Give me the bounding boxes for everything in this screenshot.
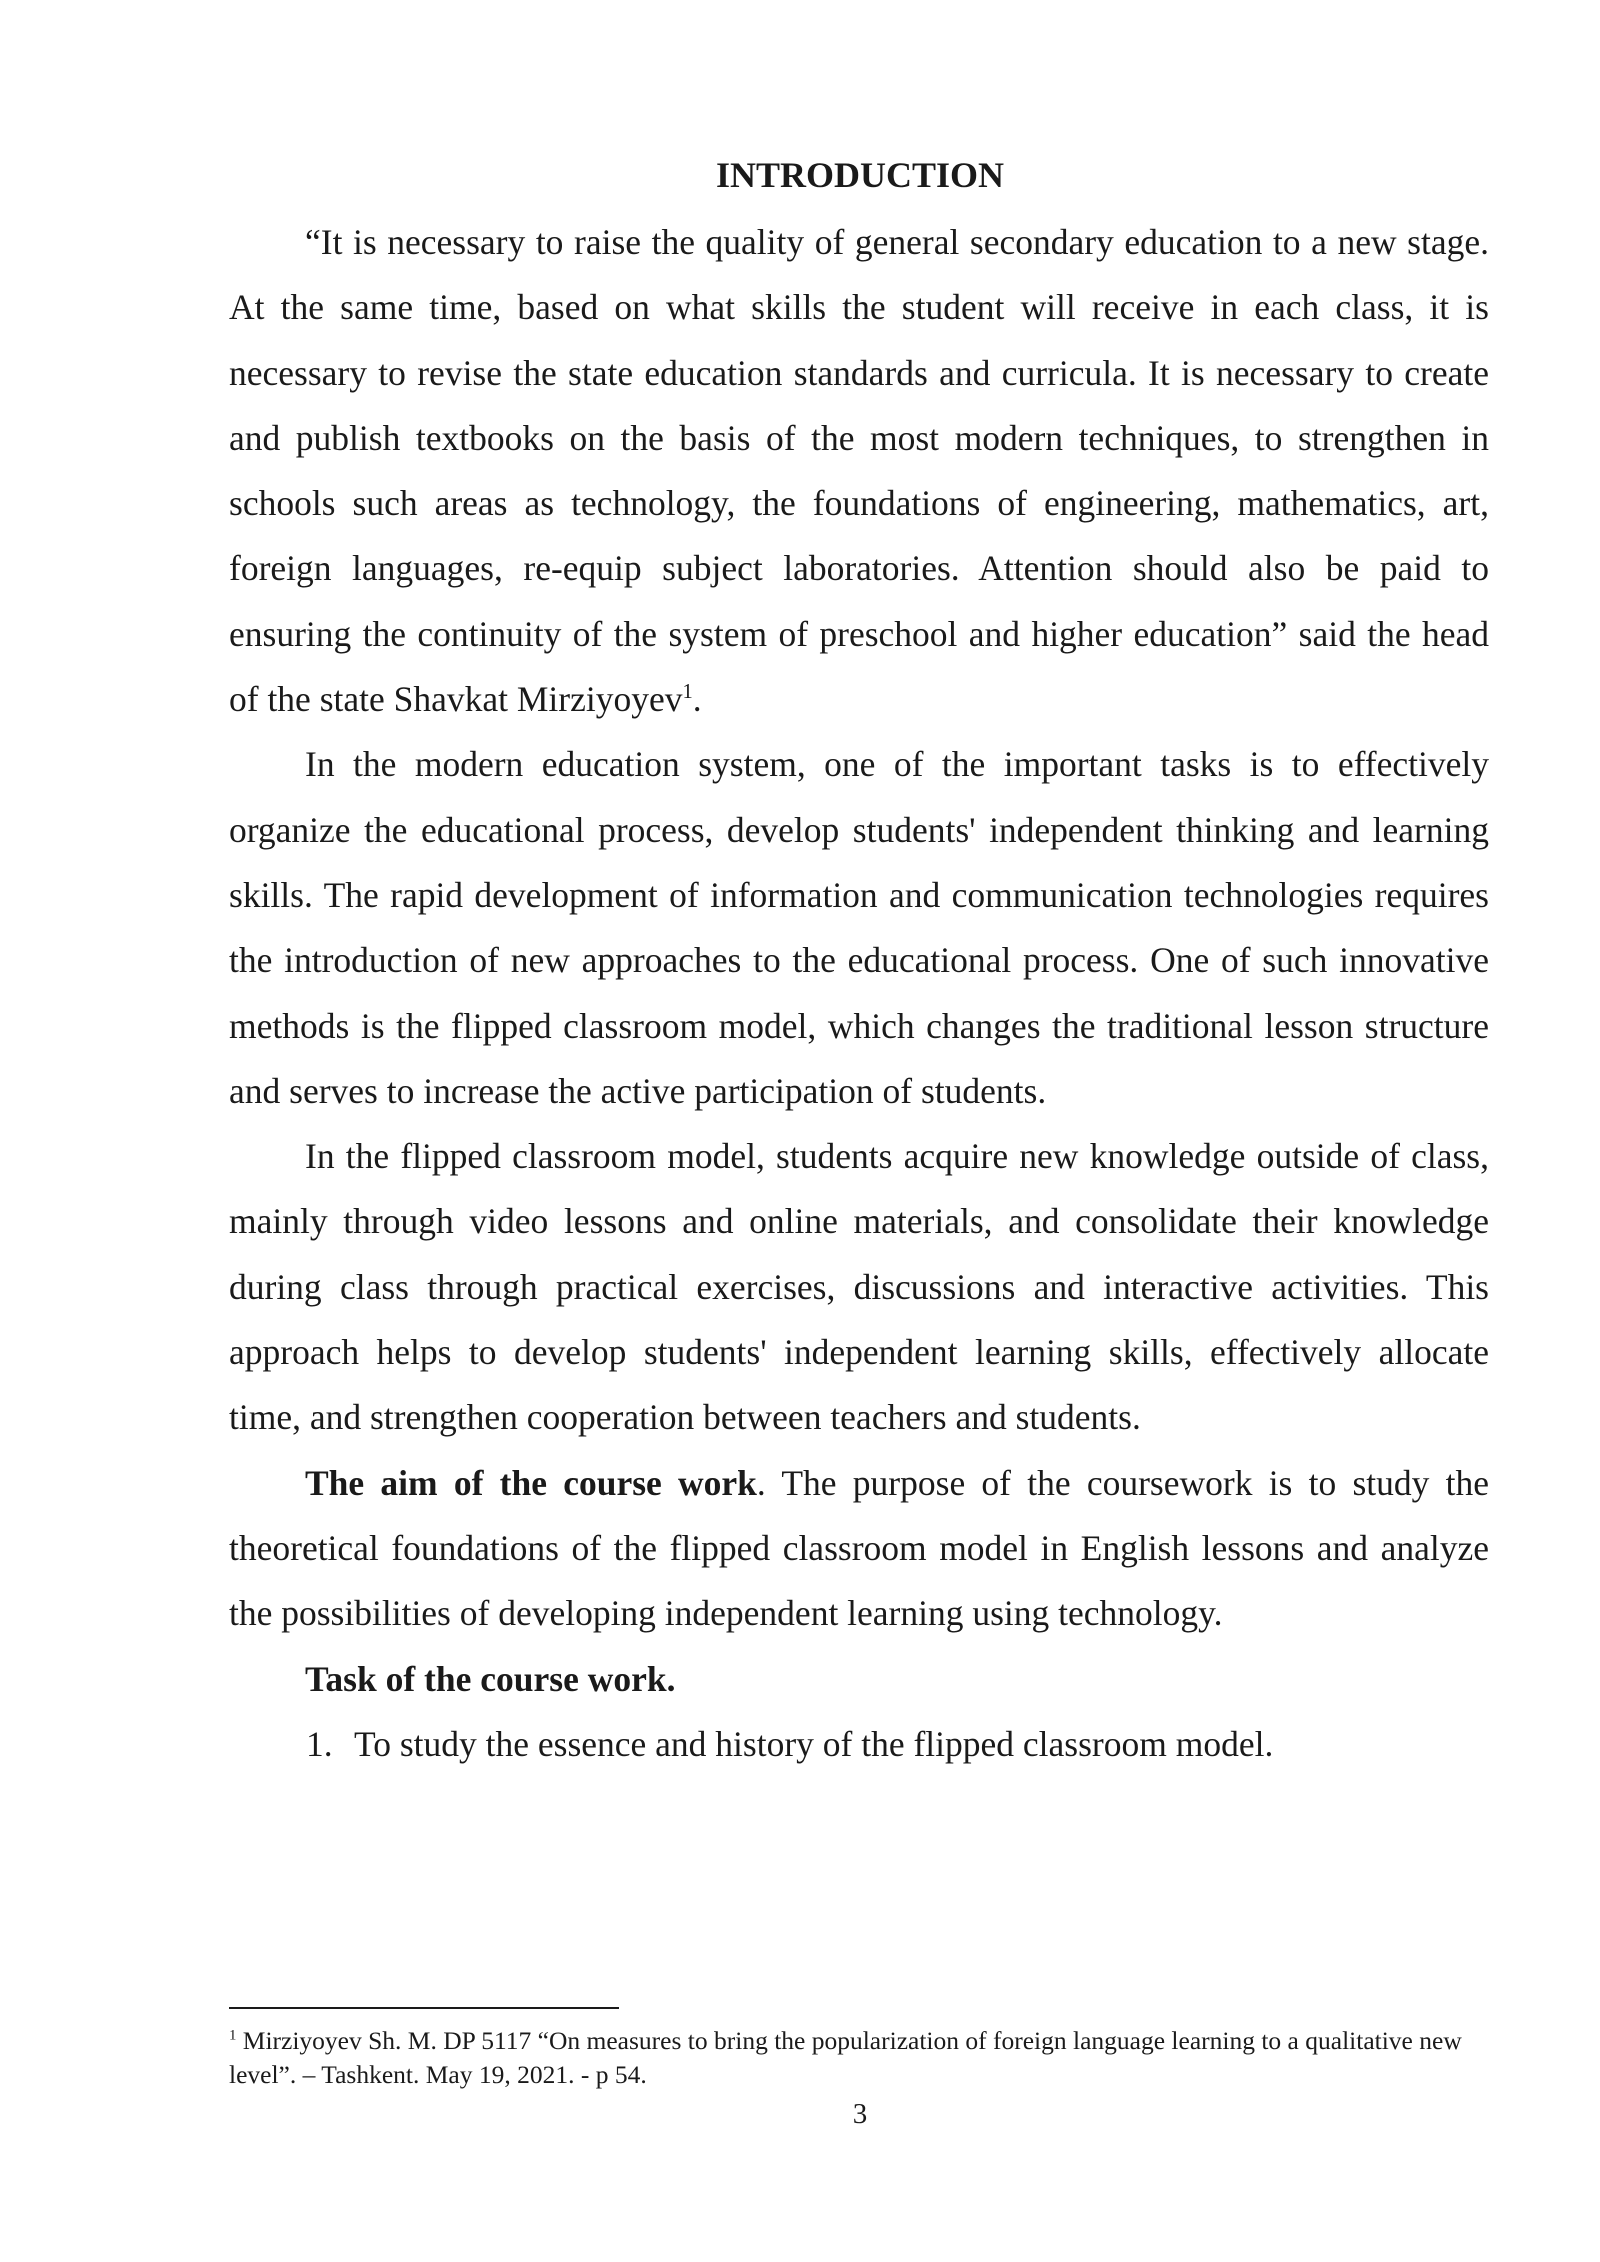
body-text: [229, 210, 1489, 1777]
task-heading: Task of the course work.: [305, 1658, 676, 1699]
page-number: 3: [852, 2098, 868, 2130]
task-list-item: [229, 1712, 1489, 1777]
aim-label: The aim of the course work: [305, 1462, 757, 1503]
paragraph-modern-education: In the modern education system, one of the important tasks is to effectively organize the educational process, develop students' independent thinking and learning skills. The rapid development of information and communication technologies requires the introduction of new approaches to the educational process. One of such innovative methods is the flipped classroom model, which changes the traditional lesson structure and serves to increase the active participation of students.: [229, 744, 1489, 1111]
footnote-reference: 1: [682, 681, 693, 704]
paragraph-quote-text: “It is necessary to raise the quality of general secondary education to a new stage. At the same time, based on what skills the student will receive in each class, it is necessary to revise the state education standards and curricula. It is necessary to create and publish textbooks on the basis of the most modern techniques, to strengthen in schools such areas as technology, the foundations of engineering, mathematics, art, foreign languages, re-equip subject laboratories. Attention should also be paid to ensuring the continuity of the system of preschool and higher education” said the head of the state Shavkat Mirziyoyev: [229, 222, 1489, 720]
footnote-number: 1: [229, 2027, 237, 2044]
section-heading: INTRODUCTION: [715, 155, 1005, 195]
footnote-separator: [229, 2007, 619, 2009]
task-item-number: 1.: [306, 1723, 333, 1764]
paragraph-quote-end: .: [692, 679, 702, 720]
paragraph-aim: [229, 1451, 1489, 1647]
task-item-text: To study the essence and history of the flipped classroom model.: [354, 1723, 1274, 1764]
paragraph-flipped-model: In the flipped classroom model, students acquire new knowledge outside of class, mainly through video lessons and online materials, and consolidate their knowledge during class through practical exercises, discussions and interactive activities. This approach helps to develop students' independent learning skills, effectively allocate time, and strengthen cooperation between teachers and students.: [229, 1136, 1489, 1438]
footnote: [229, 2024, 1489, 2092]
paragraph-quote: [229, 210, 1489, 732]
footnote-text: Mirziyoyev Sh. M. DP 5117 “On measures to bring the popularization of foreign language learning to a qualitative new level”. – Tashkent. May 19, 2021. - p 54.: [229, 2026, 1462, 2089]
aim-text: . The purpose of the coursework is to study the theoretical foundations of the flipped classroom model in English lessons and analyze the possibilities of developing independent learning using technology.: [229, 1462, 1489, 1634]
